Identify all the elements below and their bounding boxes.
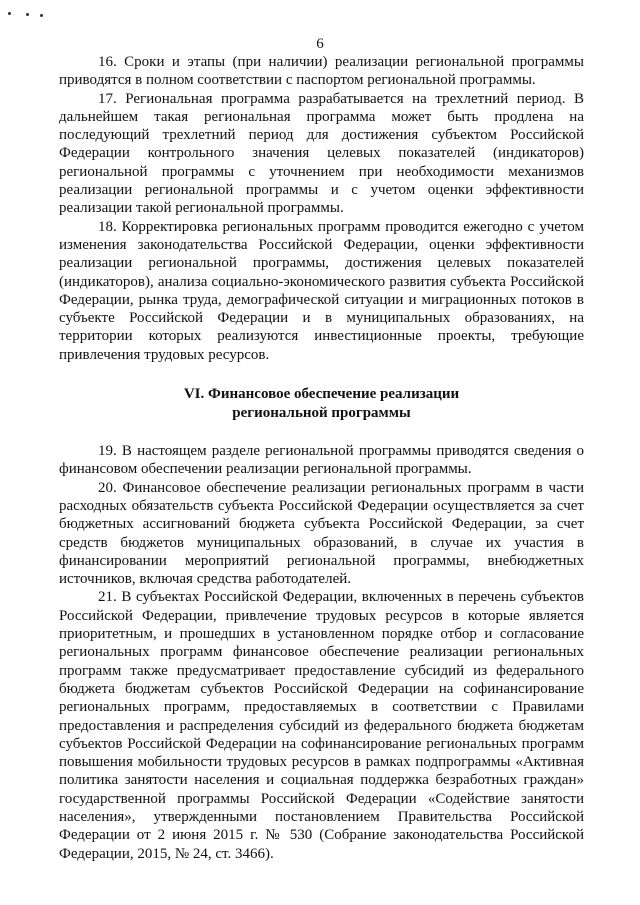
paragraph-19: 19. В настоящем разделе региональной программы приводятся сведения о финансовом обеспечении реализации региональной программы.	[59, 443, 584, 478]
document-body	[59, 53, 584, 863]
section-heading	[59, 385, 584, 423]
section-heading-line-1: VI. Финансовое обеспечение реализации	[183, 386, 460, 403]
paragraph-21: 21. В субъектах Российской Федерации, включенных в перечень субъектов Российской Федерации, привлечение трудовых ресурсов в которые является приоритетным, и прошедших в установленном порядке отбор и согласование региональных программ финансовое обеспечение реализации региональных программ также предусматривает предоставление субсидий из федерального бюджета бюджетам субъектов Российской Федерации на софинансирование региональных программ, предоставляемых в соответствии с Правилами предоставления и распределения субсидий из федерального бюджета бюджетам субъектов Российской Федерации на софинансирование региональных программ повышения мобильности трудовых ресурсов в рамках подпрограммы «Активная политика занятости населения и социальная поддержка безработных граждан» государственной программы Российской Федерации «Содействие занятости населения», утвержденными постановлением Правительства Российской Федерации от 2 июня 2015 г. № 530 (Собрание законодательства Российской Федерации, 2015, № 24, ст. 3466).	[59, 589, 584, 862]
section-heading-line-2: региональной программы	[232, 405, 411, 422]
paragraph-20: 20. Финансовое обеспечение реализации региональных программ в части расходных обязательств субъекта Российской Федерации осуществляется за счет бюджетных ассигнований бюджета субъекта Российской Федерации, за счет средств бюджетов муниципальных образований, в случае их участия в финансировании мероприятий региональной программы, внебюджетных источников, включая средства работодателей.	[59, 479, 584, 588]
page-number: 6	[316, 36, 324, 52]
paragraph-16: 16. Сроки и этапы (при наличии) реализации региональной программы приводятся в полном соответствии с паспортом региональной программы.	[59, 54, 584, 89]
paragraph-17: 17. Региональная программа разрабатывается на трехлетний период. В дальнейшем такая региональная программа может быть продлена на последующий трехлетний период для достижения субъектом Российской Федерации контрольного значения целевых показателей (индикаторов) региональной программы с уточнением при необходимости механизмов реализации региональной программы и с учетом оценки эффективности реализации такой региональной программы.	[59, 90, 584, 217]
paragraph-18: 18. Корректировка региональных программ проводится ежегодно с учетом изменения законодательства Российской Федерации, оценки эффективности реализации региональной программы, достижения целевых показателей (индикаторов), анализа социально-экономического развития субъекта Российской Федерации, рынка труда, демографической ситуации и миграционных потоков в субъекте Российской Федерации и в муниципальных образованиях, на территории которых реализуются инвестиционные проекты, требующие привлечения трудовых ресурсов.	[59, 218, 584, 363]
